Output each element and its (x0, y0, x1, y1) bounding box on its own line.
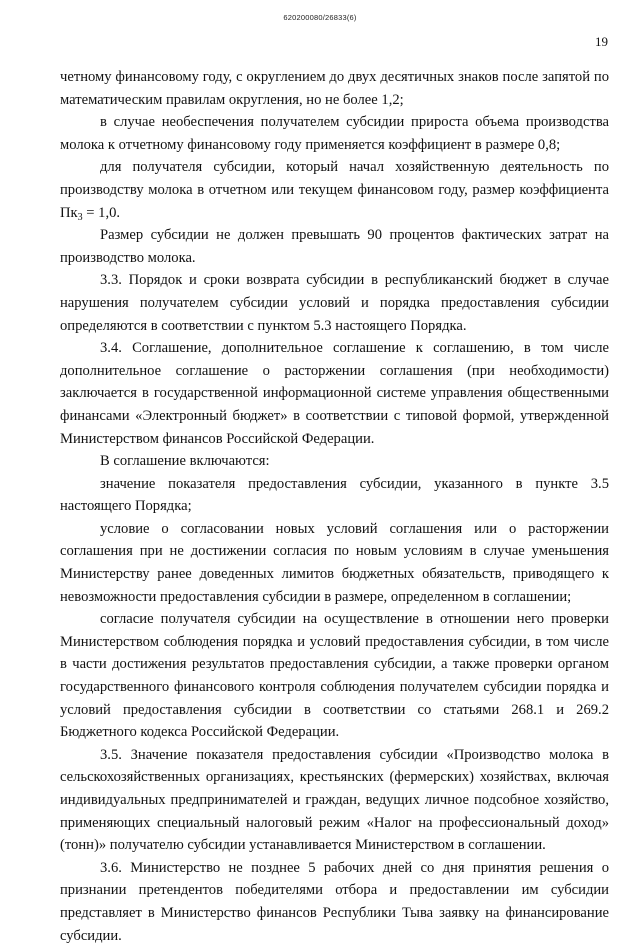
page-number: 19 (595, 34, 608, 49)
paragraph-new-producer-text: для получателя субсидии, который начал хозяйственную деятельность по производству молока в отчетном или текущем финансовом году, размер коэффициента (60, 159, 609, 198)
paragraph-3-3: 3.3. Порядок и сроки возврата субсидии в республиканский бюджет в случае нарушения получателем субсидии условий и порядка предоставления субсидии определяются в соответствии с пунктом 5.3 настоящего Порядка. (60, 272, 609, 334)
paragraph-indicator-value: значение показателя предоставления субсидии, указанного в пункте 3.5 настоящего Порядка; (60, 475, 609, 515)
formula-symbol: Пк (60, 204, 78, 221)
formula-value: = 1,0. (86, 204, 121, 221)
paragraph-3-4: 3.4. Соглашение, дополнительное соглашение к соглашению, в том числе дополнительное соглашение о расторжении соглашения (при необходимости) заключается в государственной информационной системе управления общественными финансами «Электронный бюджет» в соответствии с типовой формой, утвержденной Министерством финансов Российской Федерации. (60, 340, 609, 447)
paragraph-3-6: 3.6. Министерство не позднее 5 рабочих дней со дня принятия решения о признании претендентов победителями отбора и предоставлении им субсидии представляет в Министерство финансов Республики Тыва заявку на финансирование субсидии. (60, 859, 609, 944)
document-body (60, 66, 609, 947)
paragraph-continuation: четному финансовому году, с округлением до двух десятичных знаков после запятой по математическим правилам округления, но не более 1,2; (60, 69, 609, 108)
paragraph-subsidy-limit: Размер субсидии не должен превышать 90 процентов фактических затрат на производство молока. (60, 227, 609, 266)
paragraph-3-5: 3.5. Значение показателя предоставления субсидии «Производство молока в сельскохозяйственных организациях, крестьянских (фермерских) хозяйствах, включая индивидуальных предпринимателей и граждан, ведущих личное подсобное хозяйство, применяющих специальный налоговый режим «Налог на профессиональный доход» (тонн)» получателю субсидии устанавливается Министерством в соглашении. (60, 746, 609, 854)
paragraph-new-conditions: условие о согласовании новых условий соглашения или о расторжении соглашения при не достижении согласия по новым условиям в случае уменьшения Министерству ранее доведенных лимитов бюджетных обязательств, приводящего к невозможности предоставления субсидии в размере, определенном в соглашении; (60, 520, 609, 605)
paragraph-coefficient-0-8: в случае необеспечения получателем субсидии прироста объема производства молока к отчетному финансовому году применяется коэффициент в размере 0,8; (60, 114, 609, 153)
formula-subscript: 3 (77, 211, 83, 223)
coefficient-formula (60, 205, 120, 221)
paragraph-consent-inspection: согласие получателя субсидии на осуществление в отношении него проверки Министерством соблюдения порядка и условий предоставления субсидии, в том числе в части достижения результатов предоставления субсидии, а также проверки органом государственного финансового контроля соблюдения получателем субсидии порядка и условий предоставления субсидии в соответствии со статьями 268.1 и 269.2 Бюджетного кодекса Российской Федерации. (60, 611, 609, 741)
document-id: 620200080/26833(6) (283, 13, 357, 22)
paragraph-new-producer (60, 156, 609, 224)
paragraph-agreement-includes: В соглашение включаются: (100, 453, 270, 470)
